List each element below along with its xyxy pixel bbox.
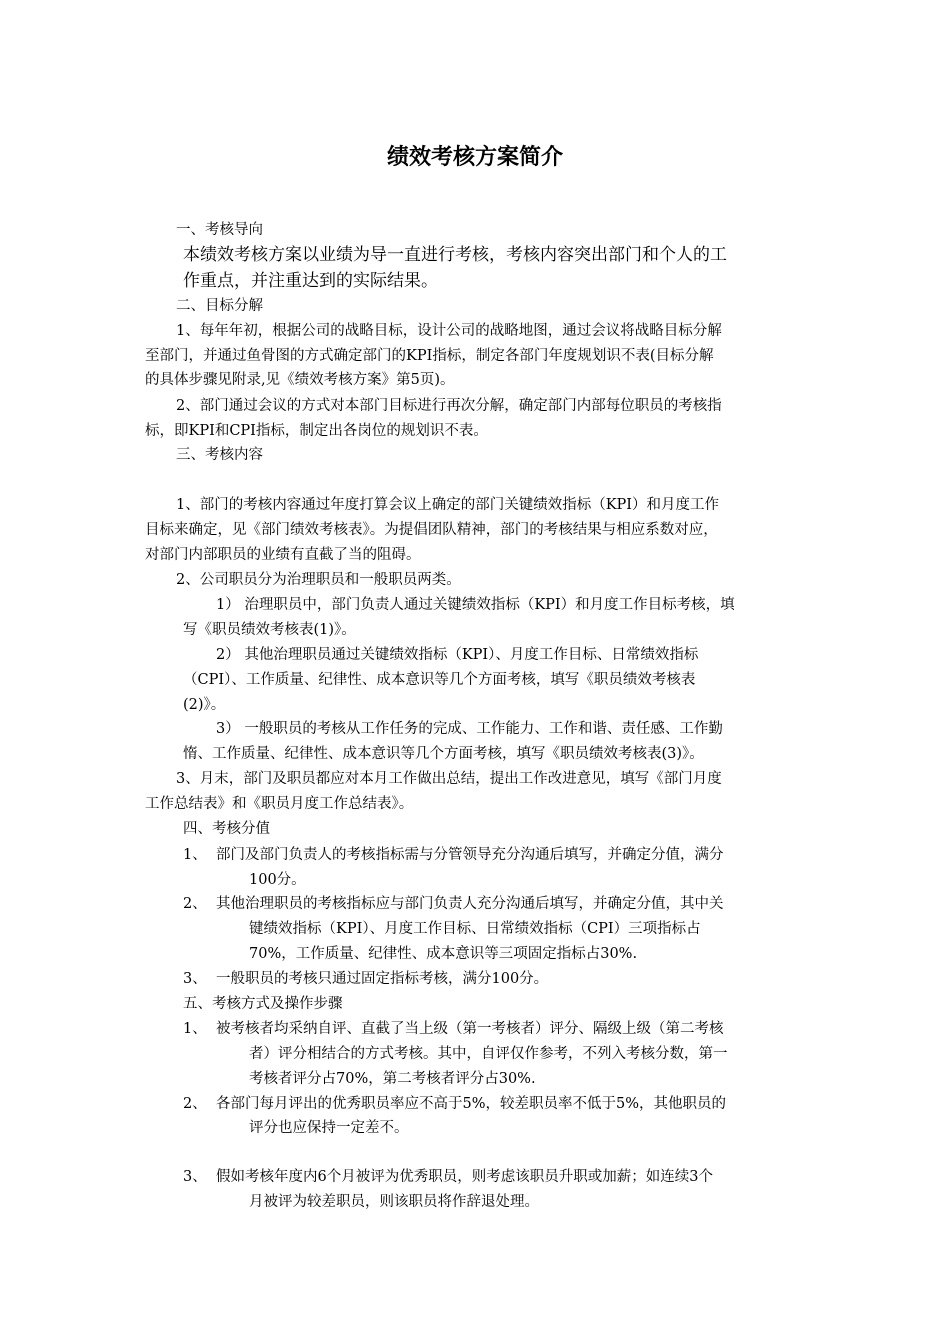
paragraph-line: 目标来确定，见《部门绩效考核表》。为提倡团队精神，部门的考核结果与相应系数对应， — [145, 522, 718, 538]
list-number: 2、 — [183, 896, 207, 912]
list-number: 2、 — [183, 1096, 207, 1112]
paragraph-line: 至部门，并通过鱼骨图的方式确定部门的KPI指标，制定各部门年度规划识不表(目标分解 — [145, 348, 714, 364]
paragraph-line: 本绩效考核方案以业绩为导一直进行考核，考核内容突出部门和个人的工 — [183, 245, 727, 265]
paragraph-line: 2、部门通过会议的方式对本部门目标进行再次分解，确定部门内部每位职员的考核指 — [176, 398, 722, 414]
list-item-line: 评分也应保持一定差不。 — [249, 1120, 409, 1136]
sub-item-line: (2)》。 — [183, 697, 226, 713]
sub-item-line: 惰、工作质量、纪律性、成本意识等几个方面考核，填写《职员绩效考核表(3)》。 — [183, 746, 704, 762]
sub-item-line: 写《职员绩效考核表(1)》。 — [183, 622, 356, 638]
sub-item-line: 1） 治理职员中，部门负责人通过关键绩效指标（KPI）和月度工作目标考核，填 — [216, 597, 735, 613]
paragraph-line: 作重点，并注重达到的实际结果。 — [183, 271, 438, 291]
list-item-line: 被考核者均采纳自评、直截了当上级（第一考核者）评分、隔级上级（第二考核 — [216, 1021, 724, 1037]
list-item-line: 键绩效指标（KPI）、月度工作目标、日常绩效指标（CPI）三项指标占 — [249, 921, 701, 937]
sub-item-line: （CPI）、工作质量、纪律性、成本意识等几个方面考核，填写《职员绩效考核表 — [183, 672, 696, 688]
list-number: 3、 — [183, 971, 207, 987]
paragraph-line: 1、部门的考核内容通过年度打算会议上确定的部门关键绩效指标（KPI）和月度工作 — [176, 497, 720, 513]
paragraph-line: 2、公司职员分为治理职员和一般职员两类。 — [176, 572, 461, 588]
list-item-line: 者）评分相结合的方式考核。其中，自评仅作参考，不列入考核分数，第一 — [249, 1046, 728, 1062]
paragraph-line: 的具体步骤见附录,见《绩效考核方案》第5页)。 — [145, 372, 455, 388]
list-item-line: 各部门每月评出的优秀职员率应不高于5%，较差职员率不低于5%，其他职员的 — [216, 1096, 727, 1112]
sub-item-line: 3） 一般职员的考核从工作任务的完成、工作能力、工作和谐、责任感、工作勤 — [216, 721, 723, 737]
list-number: 3、 — [183, 1169, 207, 1185]
list-item-line: 一般职员的考核只通过固定指标考核，满分100分。 — [216, 971, 549, 987]
paragraph-line: 3、月末，部门及职员都应对本月工作做出总结，提出工作改进意见，填写《部门月度 — [176, 771, 722, 787]
section-heading-goal-breakdown: 二、目标分解 — [176, 298, 263, 314]
list-item-line: 月被评为较差职员，则该职员将作辞退处理。 — [249, 1194, 539, 1210]
sub-item-line: 2） 其他治理职员通过关键绩效指标（KPI）、月度工作目标、日常绩效指标 — [216, 647, 699, 663]
list-item-line: 考核者评分占70%，第二考核者评分占30%. — [249, 1071, 536, 1087]
list-item-line: 其他治理职员的考核指标应与部门负责人充分沟通后填写，并确定分值，其中关 — [216, 896, 724, 912]
section-heading-content: 三、考核内容 — [176, 447, 263, 463]
list-item-line: 100分。 — [249, 872, 306, 888]
section-heading-orientation: 一、考核导向 — [176, 222, 263, 238]
paragraph-line: 标，即KPI和CPI指标，制定出各岗位的规划识不表。 — [145, 423, 488, 439]
paragraph-line: 对部门内部职员的业绩有直截了当的阻碍。 — [145, 547, 421, 563]
list-item-line: 70%，工作质量、纪律性、成本意识等三项固定指标占30%. — [249, 946, 638, 962]
list-number: 1、 — [183, 847, 207, 863]
paragraph-line: 工作总结表》和《职员月度工作总结表》。 — [145, 796, 414, 812]
list-item-line: 部门及部门负责人的考核指标需与分管领导充分沟通后填写，并确定分值，满分 — [216, 847, 724, 863]
list-number: 1、 — [183, 1021, 207, 1037]
list-item-line: 假如考核年度内6个月被评为优秀职员，则考虑该职员升职或加薪；如连续3个 — [216, 1169, 713, 1185]
paragraph-line: 1、每年年初，根据公司的战略目标，设计公司的战略地图，通过会议将战略目标分解 — [176, 323, 722, 339]
section-heading-method: 五、考核方式及操作步骤 — [183, 996, 343, 1012]
section-heading-scores: 四、考核分值 — [183, 821, 270, 837]
page-title: 绩效考核方案简介 — [386, 145, 563, 170]
